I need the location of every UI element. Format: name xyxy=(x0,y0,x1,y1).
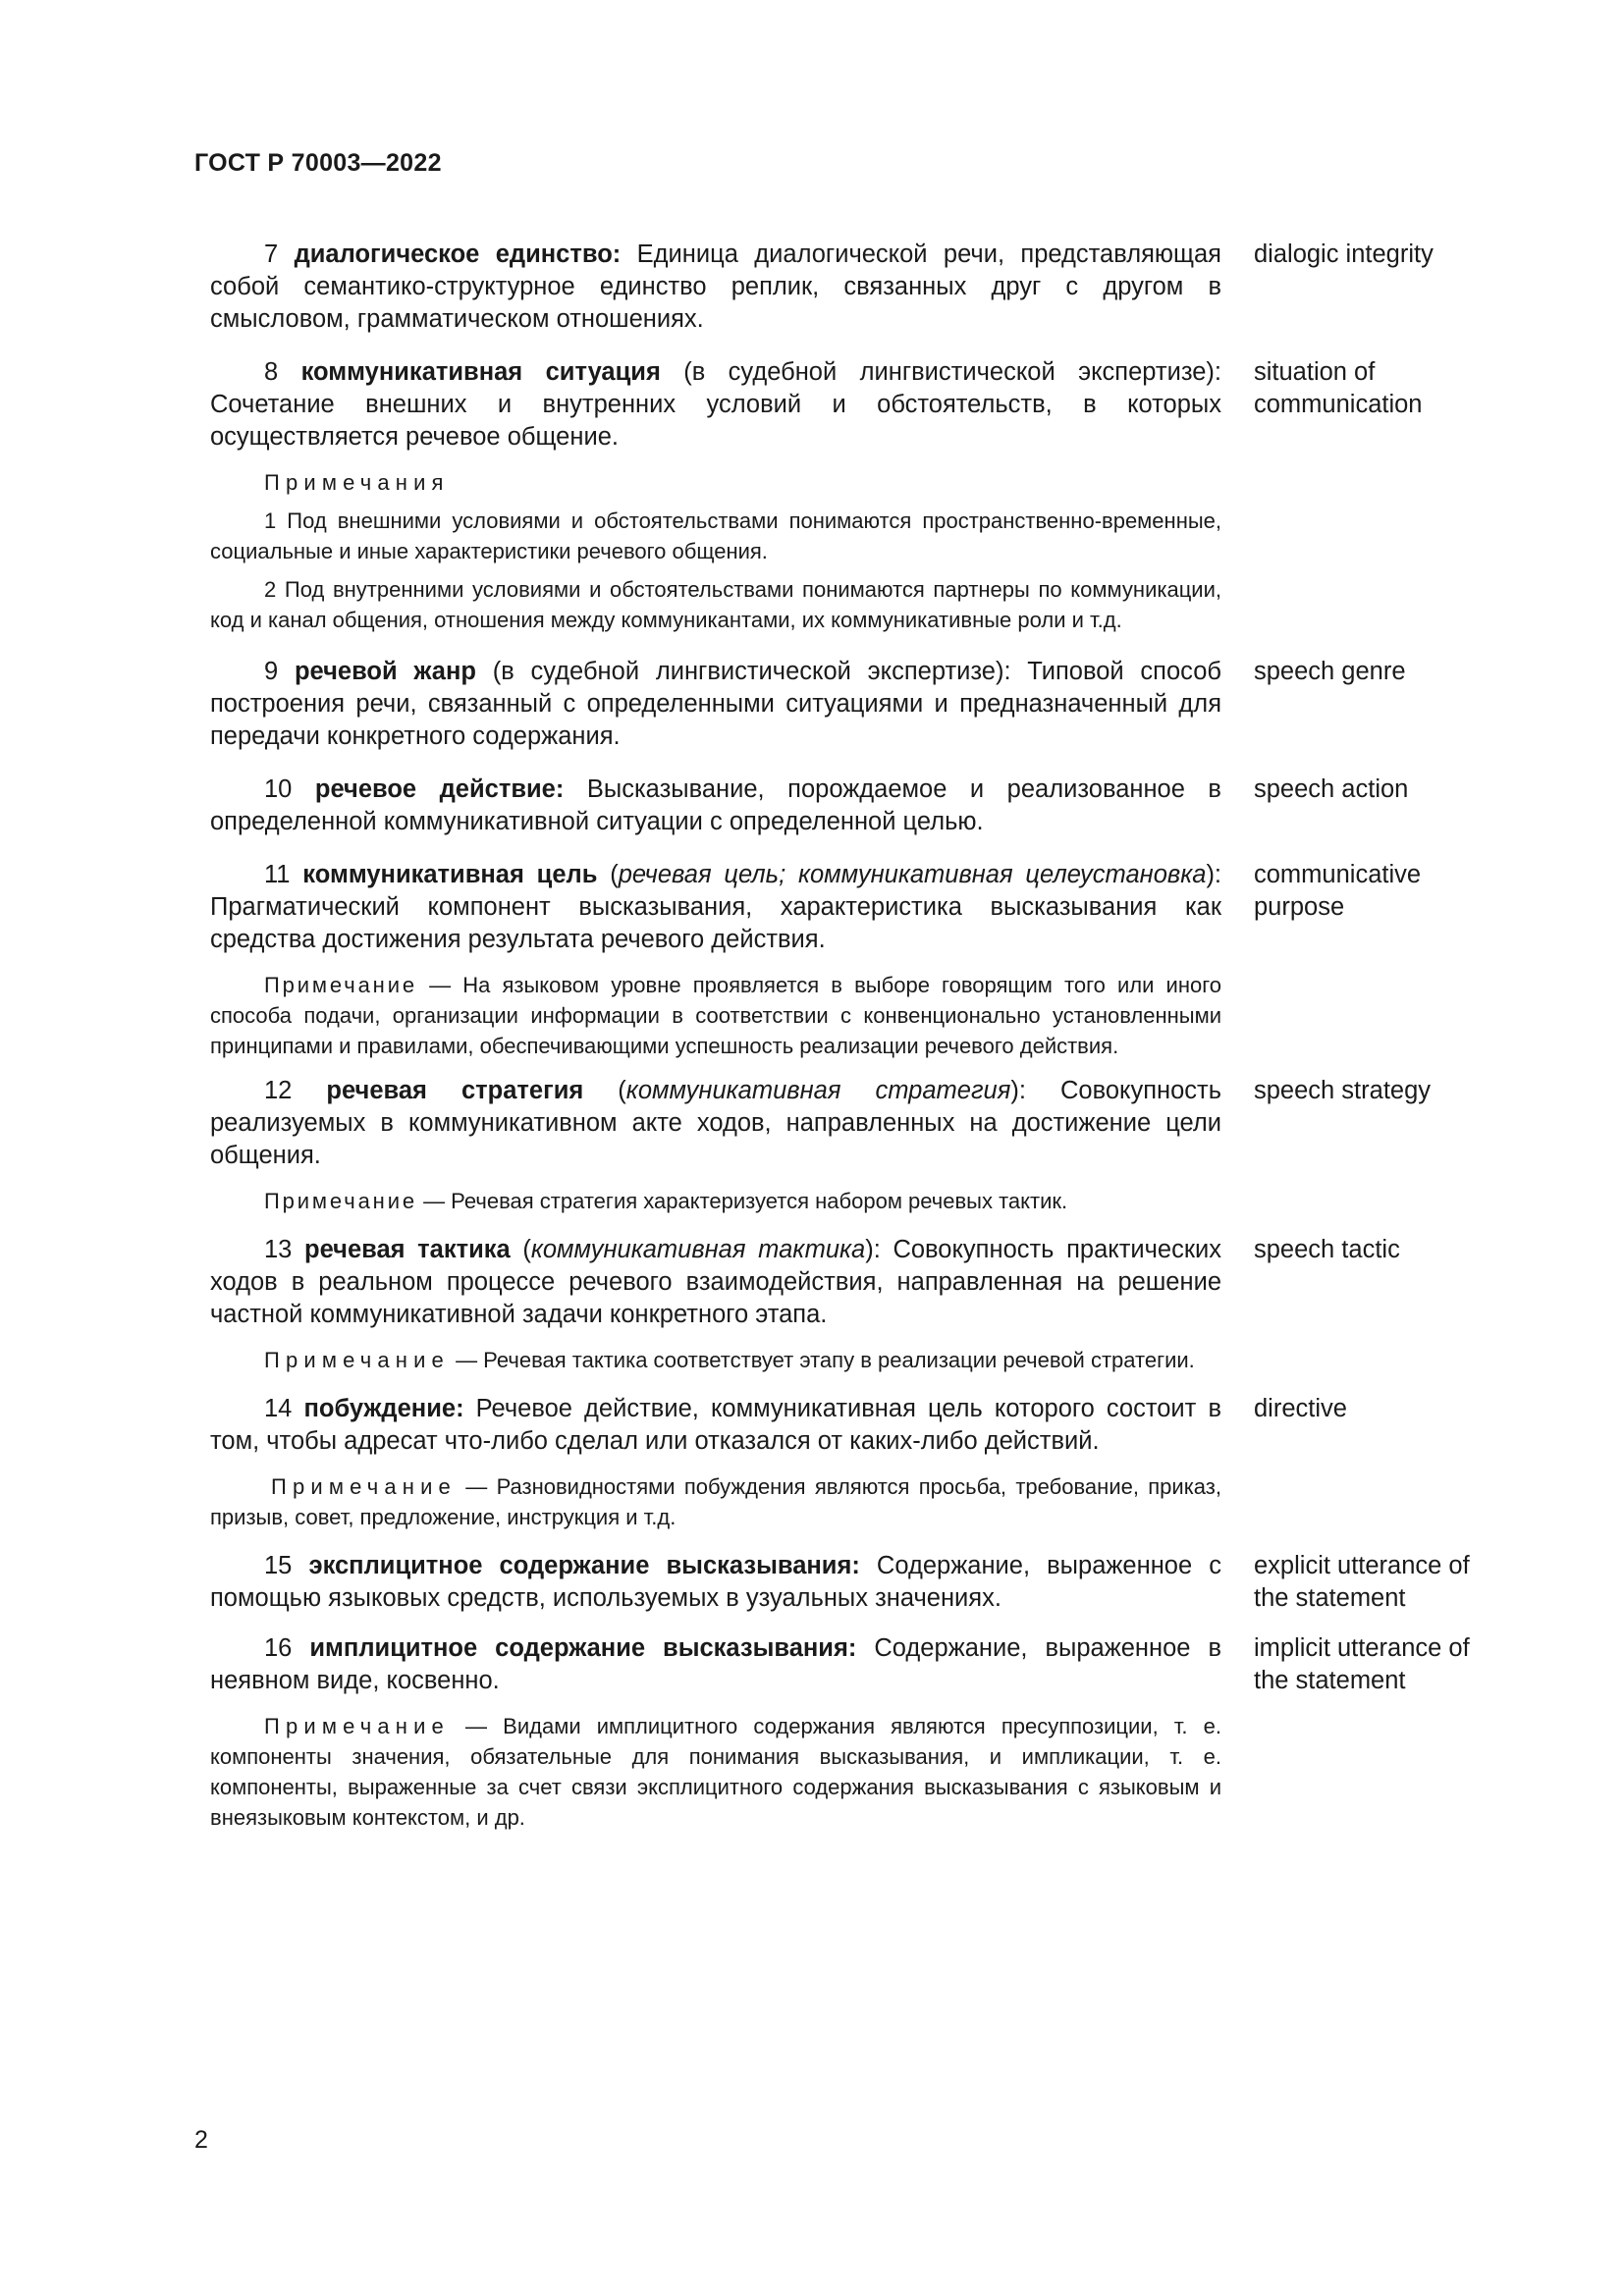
term-entry-16 xyxy=(210,1632,1506,1697)
term-name: коммуникативная цель xyxy=(302,861,598,888)
term-name: речевая стратегия xyxy=(326,1077,584,1104)
note-label: Примечание xyxy=(264,1348,450,1372)
term-number: 11 xyxy=(264,861,291,888)
definition-text: ): Прагматический компонент высказывания, характеристика высказывания как средства достижения результата речевого действия. xyxy=(210,861,1222,953)
term-definition xyxy=(210,859,1221,956)
paren-open: ( xyxy=(583,1077,626,1104)
note-text: 1 Под внешними условиями и обстоятельствами понимаются пространственно-временные, социальные и иные характеристики речевого общения. xyxy=(210,508,1221,563)
term-synonyms: речевая цель; коммуникативная целеустановка xyxy=(618,861,1207,888)
note-label: Примечание xyxy=(264,1714,450,1738)
term-definition xyxy=(210,1234,1221,1331)
document-header: ГОСТ Р 70003—2022 xyxy=(194,149,442,177)
term-entry-15 xyxy=(210,1550,1506,1615)
term-entry-14 xyxy=(210,1393,1506,1458)
term-number: 7 xyxy=(264,240,279,268)
definition-text: Единица диалогической речи, представляющая собой семантико-структурное единство реплик, связанных друг с другом в смысловом, грамматическом отношениях. xyxy=(210,240,1221,333)
note-text: — Речевая тактика соответствует этапу в реализации речевой стратегии. xyxy=(449,1348,1195,1372)
definition-text: Содержание, выраженное в неявном виде, косвенно. xyxy=(210,1634,1221,1694)
term-number: 8 xyxy=(264,358,279,386)
page-number: 2 xyxy=(194,2126,208,2154)
english-equivalent: implicit utterance of the statement xyxy=(1254,1634,1470,1694)
note xyxy=(210,970,1221,1061)
term-entry-10 xyxy=(210,774,1506,838)
term-definition xyxy=(210,1075,1221,1172)
term-entry-8 xyxy=(210,356,1506,454)
term-name: речевая тактика xyxy=(304,1236,511,1263)
note-label: Примечание xyxy=(271,1474,457,1499)
definition-text: Речевое действие, коммуникативная цель которого состоит в том, чтобы адресат что-либо сделал или отказался от каких-либо действий. xyxy=(210,1395,1221,1455)
note-label: Примечание xyxy=(264,1189,417,1213)
term-definition xyxy=(210,1393,1221,1458)
definition-text: ): Совокупность практических ходов в реальном процессе речевого взаимодействия, направленная на решение частной коммуникативной задачи конкретного этапа. xyxy=(210,1236,1221,1328)
paren-open: ( xyxy=(510,1236,531,1263)
term-number: 14 xyxy=(264,1395,293,1422)
term-definition xyxy=(210,1632,1221,1697)
english-equivalent: speech action xyxy=(1254,775,1409,803)
term-definition xyxy=(210,356,1221,454)
term-name: имплицитное содержание высказывания: xyxy=(309,1634,857,1662)
term-number: 13 xyxy=(264,1236,293,1263)
term-number: 9 xyxy=(264,658,279,685)
term-number: 10 xyxy=(264,775,293,803)
term-number: 12 xyxy=(264,1077,293,1104)
definition-text: Содержание, выраженное с помощью языковых средств, используемых в узуальных значениях. xyxy=(210,1552,1221,1612)
term-definition xyxy=(210,774,1221,838)
term-entry-11 xyxy=(210,859,1506,956)
english-equivalent: speech tactic xyxy=(1254,1236,1400,1263)
note xyxy=(210,1711,1221,1833)
terms-list xyxy=(210,239,1506,1833)
english-equivalent: communicative purpose xyxy=(1254,861,1422,921)
term-name: речевой жанр xyxy=(294,658,476,685)
term-synonyms: коммуникативная стратегия xyxy=(625,1077,1011,1104)
note-text: — Видами имплицитного содержания являются пресуппозиции, т. е. компоненты значения, обязательные для понимания высказывания, и импликации, т. е. компоненты, выраженные за счет связи эксплицитного содержания высказывания с языковым и внеязыковым контекстом, и др. xyxy=(210,1714,1221,1830)
term-definition xyxy=(210,656,1221,753)
term-name: коммуникативная ситуация xyxy=(300,358,661,386)
definition-text: (в судебной лингвистической экспертизе): Типовой способ построения речи, связанный с определенными ситуациями и предназначенный для передачи конкретного содержания. xyxy=(210,658,1221,750)
english-equivalent: situation of communication xyxy=(1254,358,1423,418)
term-synonyms: коммуникативная тактика xyxy=(530,1236,866,1263)
term-definition xyxy=(210,1550,1221,1615)
note-text: — Речевая стратегия характеризуется набором речевых тактик. xyxy=(416,1189,1068,1213)
definition-text: (в судебной лингвистической экспертизе): Сочетание внешних и внутренних условий и обстоятельств, в которых осуществляется речевое общение. xyxy=(210,358,1221,451)
definition-text: Высказывание, порождаемое и реализованное в определенной коммуникативной ситуации с определенной целью. xyxy=(210,775,1221,835)
term-entry-13 xyxy=(210,1234,1506,1331)
term-name: речевое действие: xyxy=(314,775,565,803)
term-name: эксплицитное содержание высказывания: xyxy=(308,1552,860,1579)
english-equivalent: dialogic integrity xyxy=(1254,240,1434,268)
note-text: — Разновидностями побуждения являются просьба, требование, приказ, призыв, совет, предложение, инструкция и т.д. xyxy=(210,1474,1221,1529)
definition-text: ): Совокупность реализуемых в коммуникативном акте ходов, направленных на достижение цели общения. xyxy=(210,1077,1221,1169)
term-entry-7 xyxy=(210,239,1506,336)
english-equivalent: explicit utterance of the statement xyxy=(1254,1552,1470,1612)
term-name: диалогическое единство: xyxy=(294,240,622,268)
paren-open: ( xyxy=(597,861,619,888)
note-label: Примечание xyxy=(264,973,417,997)
english-equivalent: directive xyxy=(1254,1395,1347,1422)
note xyxy=(210,1186,1221,1216)
note xyxy=(210,1345,1221,1375)
english-equivalent: speech genre xyxy=(1254,658,1406,685)
note-text: — На языковом уровне проявляется в выборе говорящим того или иного способа подачи, организации информации в соответствии с конвенционально установленными принципами и правилами, обеспечивающими успешность реализации речевого действия. xyxy=(210,973,1221,1058)
note xyxy=(210,1471,1221,1532)
term-number: 16 xyxy=(264,1634,293,1662)
term-definition xyxy=(210,239,1221,336)
term-number: 15 xyxy=(264,1552,293,1579)
note-text: 2 Под внутренними условиями и обстоятельствами понимаются партнеры по коммуникации, код и канал общения, отношения между коммуникантами, их коммуникативные роли и т.д. xyxy=(210,577,1221,632)
term-entry-9 xyxy=(210,656,1506,753)
english-equivalent: speech strategy xyxy=(1254,1077,1432,1104)
notes-title: Примечания xyxy=(264,470,450,495)
term-name: побуждение: xyxy=(303,1395,464,1422)
term-entry-12 xyxy=(210,1075,1506,1172)
